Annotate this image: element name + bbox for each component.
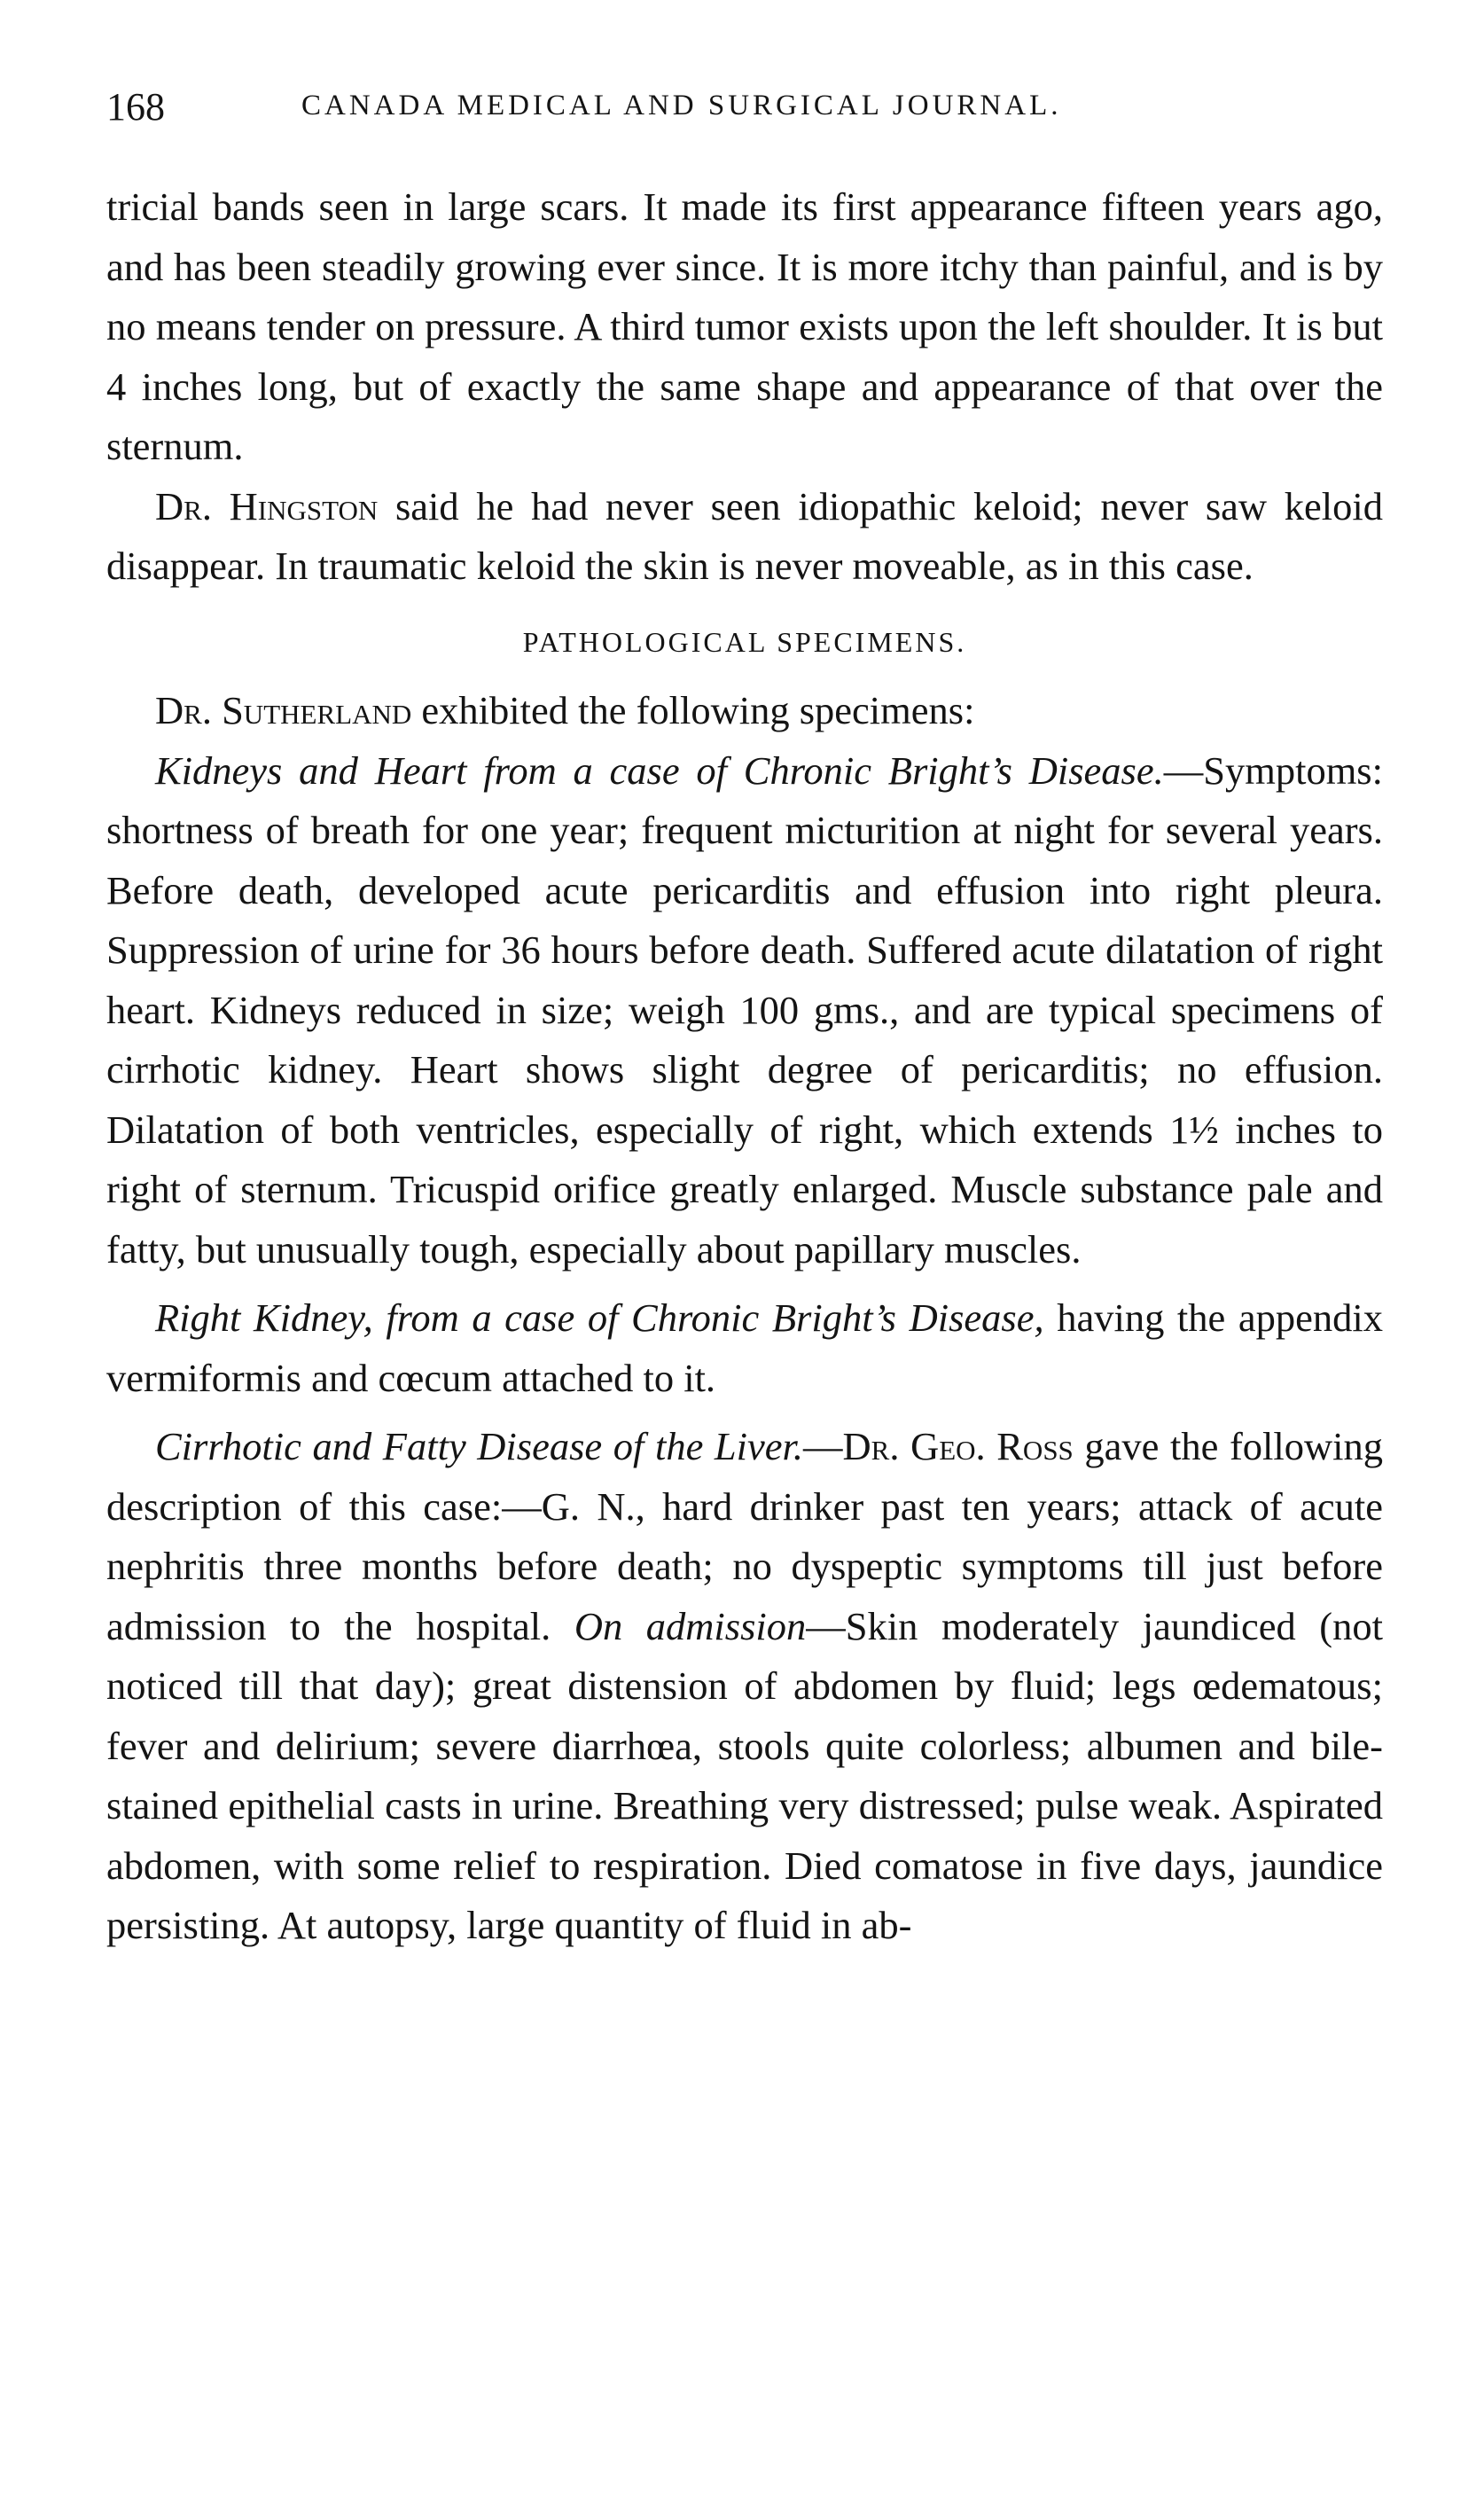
speaker-name: Dr. Sutherland [155, 688, 412, 732]
speaker-name: Dr. Hingston [155, 483, 379, 528]
paragraph-hingston [106, 477, 1383, 597]
page-number: 168 [106, 85, 165, 129]
page-header [106, 84, 1383, 137]
paragraph-text: —Symptoms: shortness of breath for one year; frequent micturition at night for several years. Before death, developed acute pericarditis and effusion into right pleura. Suppression of urine for 36 hours before death. Suffered acute dilatation of right heart. Kidneys reduced in size; weigh 100 gms., and are typical specimens of cirrhotic kidney. Heart shows slight degree of pericarditis; no effusion. Dilatation of both ventricles, especially of right, which extends 1½ inches to right of sternum. Tricuspid orifice greatly enlarged. Muscle substance pale and fatty, but unusually tough, especially about papillary muscles. [106, 747, 1383, 1272]
paragraph-text: —Skin moderately jaundiced (not noticed till that day); great distension of abdomen by fluid; legs œdematous; fever and delirium; severe diarrhœa, stools quite colorless; albumen and bile-stained epithelial casts in urine. Breathing very distressed; pulse weak. Aspirated abdomen, with some relief to respiration. Died comatose in five days, jaundice persisting. At autopsy, large quantity of fluid in ab- [106, 1603, 1383, 1947]
admission-label: On admission [574, 1603, 807, 1648]
paragraph-right-kidney [106, 1288, 1383, 1408]
paragraph-text: exhibited the following specimens: [411, 688, 975, 732]
specimen-title: Kidneys and Heart from a case of Chronic Bright’s Disease. [155, 747, 1164, 793]
paragraph-text: tricial bands seen in large scars. It made its first appearance fifteen years ago, and has been steadily growing ever since. It is more itchy than painful, and is by no means tender on pressure. A third tumor exists upon the left shoulder. It is but 4 inches long, but of exactly the same shape and appearance of that over the sternum. [106, 184, 1383, 468]
paragraph-text: said he had never seen idiopathic keloid; never saw keloid disappear. In traumatic keloid the skin is never moveable, as in this case. [106, 483, 1383, 588]
paragraph-kidneys-heart [106, 741, 1383, 1280]
paragraph-liver [106, 1417, 1383, 1956]
paragraph-keloid-description [106, 177, 1383, 477]
specimen-title: Cirrhotic and Fatty Disease of the Liver. [155, 1424, 804, 1468]
em-dash: — [803, 1424, 843, 1468]
speaker-name: Dr. Geo. Ross [842, 1424, 1074, 1468]
running-title: CANADA MEDICAL AND SURGICAL JOURNAL. [301, 90, 1062, 121]
body-text [106, 177, 1383, 1956]
journal-page [106, 84, 1383, 1947]
specimen-title: Right Kidney, from a case of Chronic Bright’s Disease, [155, 1295, 1044, 1340]
section-heading: PATHOLOGICAL SPECIMENS. [522, 625, 967, 658]
paragraph-text: having the appendix vermiformis and cœcum attached to it. [106, 1295, 1383, 1400]
paragraph-sutherland [106, 681, 1383, 741]
paragraph-text: gave the following description of this case:—G. N., hard drinker past ten years; attack of acute nephritis three months before death; no dyspeptic symptoms till just before admission to the hospital. [106, 1424, 1383, 1648]
